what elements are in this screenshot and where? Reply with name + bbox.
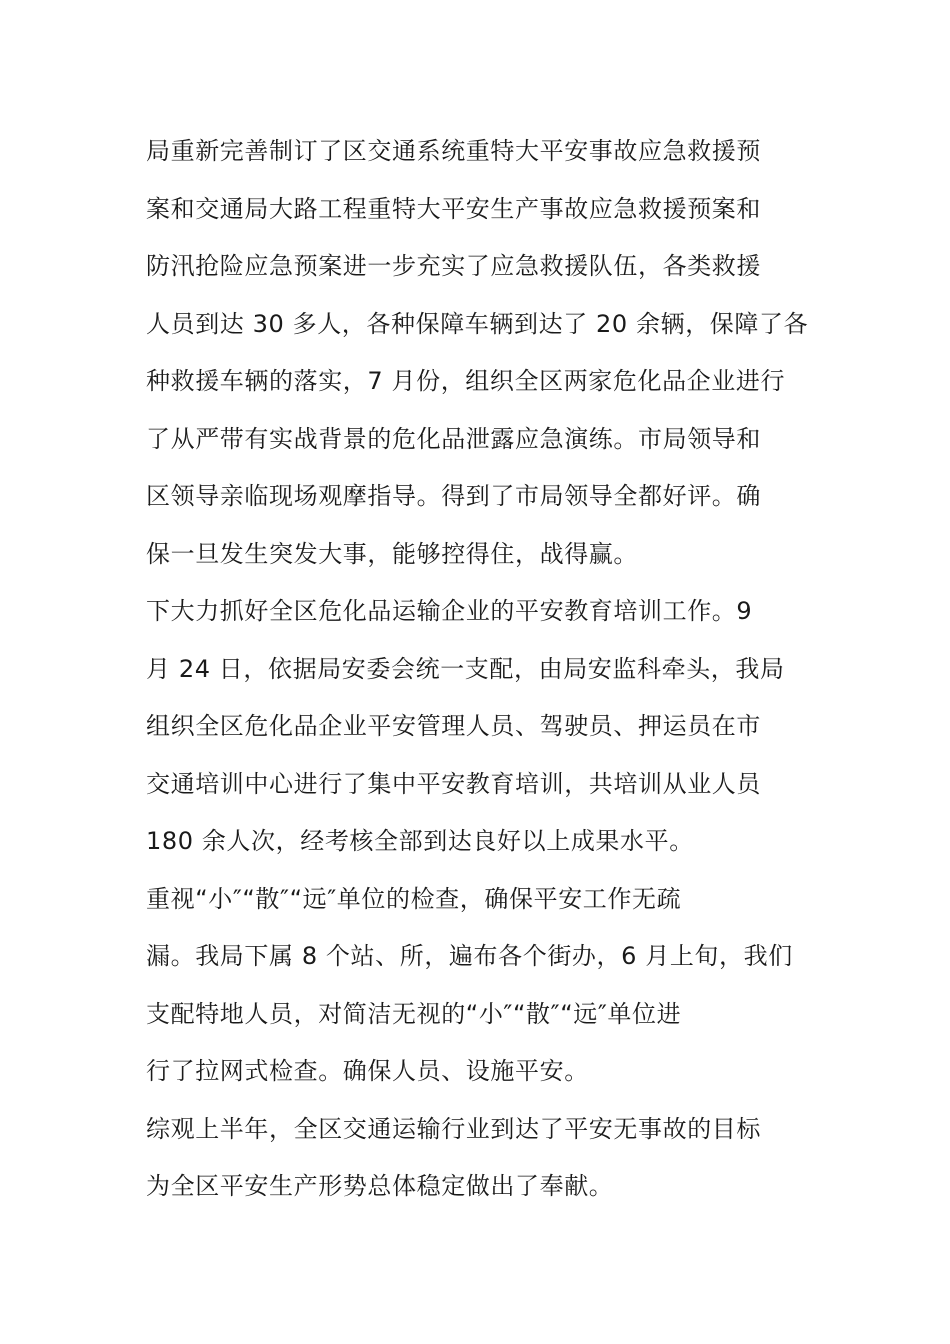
text-line: 综观上半年，全区交通运输行业到达了平安无事故的目标 [146,1114,761,1143]
text-line: 局重新完善制订了区交通系统重特大平安事故应急救援预 [146,137,761,165]
text-line: 种救援车辆的落实，7 月份，组织全区两家危化品企业进行 [146,367,786,395]
text-line: 人员到达 30 多人，各种保障车辆到达了 20 余辆，保障了各 [146,309,809,338]
text-line: 保一旦发生突发大事，能够控得住，战得赢。 [146,539,638,568]
text-line: 180 余人次，经考核全部到达良好以上成果水平。 [146,827,694,855]
text-line: 交通培训中心进行了集中平安教育培训，共培训从业人员 [146,769,761,798]
text-line: 行了拉网式检查。确保人员、设施平安。 [146,1057,589,1085]
text-line: 了从严带有实战背景的危化品泄露应急演练。市局领导和 [146,424,761,453]
text-line: 支配特地人员，对简洁无视的“小″“散″“远″单位进 [146,999,682,1028]
text-line: 为全区平安生产形势总体稳定做出了奉献。 [146,1172,614,1200]
text-line: 漏。我局下属 8 个站、所，遍布各个街办，6 月上旬，我们 [146,942,793,970]
text-line: 案和交通局大路工程重特大平安生产事故应急救援预案和 [146,194,761,223]
text-line: 组织全区危化品企业平安管理人员、驾驶员、押运员在市 [146,712,761,740]
text-line: 区领导亲临现场观摩指导。得到了市局领导全都好评。确 [146,482,761,510]
text-line: 下大力抓好全区危化品运输企业的平安教育培训工作。9 [146,597,753,625]
text-line: 月 24 日，依据局安委会统一支配，由局安监科牵头，我局 [146,654,785,683]
text-line: 重视“小″“散″“远″单位的检查，确保平安工作无疏 [146,884,682,913]
document-body [146,123,810,1216]
text-line: 防汛抢险应急预案进一步充实了应急救援队伍，各类救援 [146,252,761,280]
